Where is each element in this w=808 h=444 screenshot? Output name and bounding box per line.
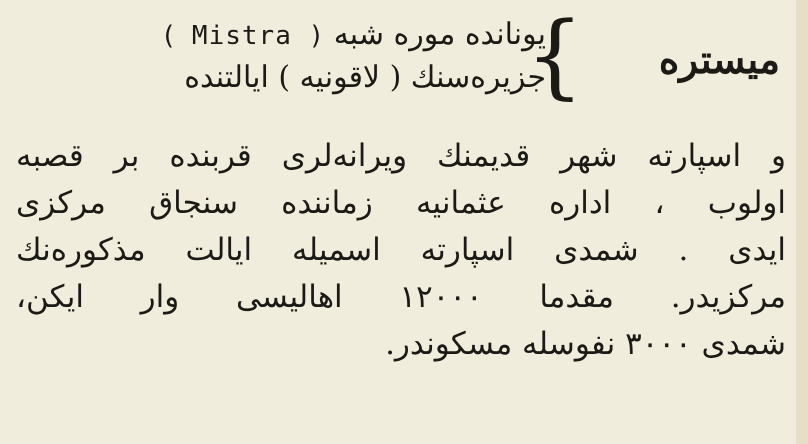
body-line-1: و اسپارته شهر قدیمنك ویرانه‌لری قربنده بر قصبه bbox=[16, 138, 786, 174]
entry-body bbox=[16, 133, 786, 368]
headword: میستره bbox=[658, 37, 780, 83]
latin-term: ( Mistra ) bbox=[160, 21, 325, 51]
definition-line-1 bbox=[16, 14, 546, 57]
page-edge bbox=[796, 0, 808, 444]
body-line-3: ایدی . شمدی اسپارته اسمیله ایالت مذکوره‌نك bbox=[16, 232, 786, 268]
definition-line-2: جزیره‌سنك ( لاقونیه ) ایالتنده bbox=[184, 60, 546, 95]
entry-definition bbox=[16, 14, 546, 99]
definition-line-1-text: یونانده موره شبه bbox=[333, 17, 546, 52]
body-line-5: شمدی ۳۰۰۰ نفوسله مسکوندر. bbox=[385, 326, 786, 362]
body-line-2: اولوب ، اداره عثمانیه زماننده سنجاق مرکزی bbox=[16, 185, 786, 221]
body-line-4: مرکزیدر. مقدما ۱۲۰۰۰ اهالیسی وار ایکن، bbox=[16, 279, 786, 315]
brace-symbol: { bbox=[525, 2, 584, 109]
dictionary-entry bbox=[16, 2, 786, 114]
